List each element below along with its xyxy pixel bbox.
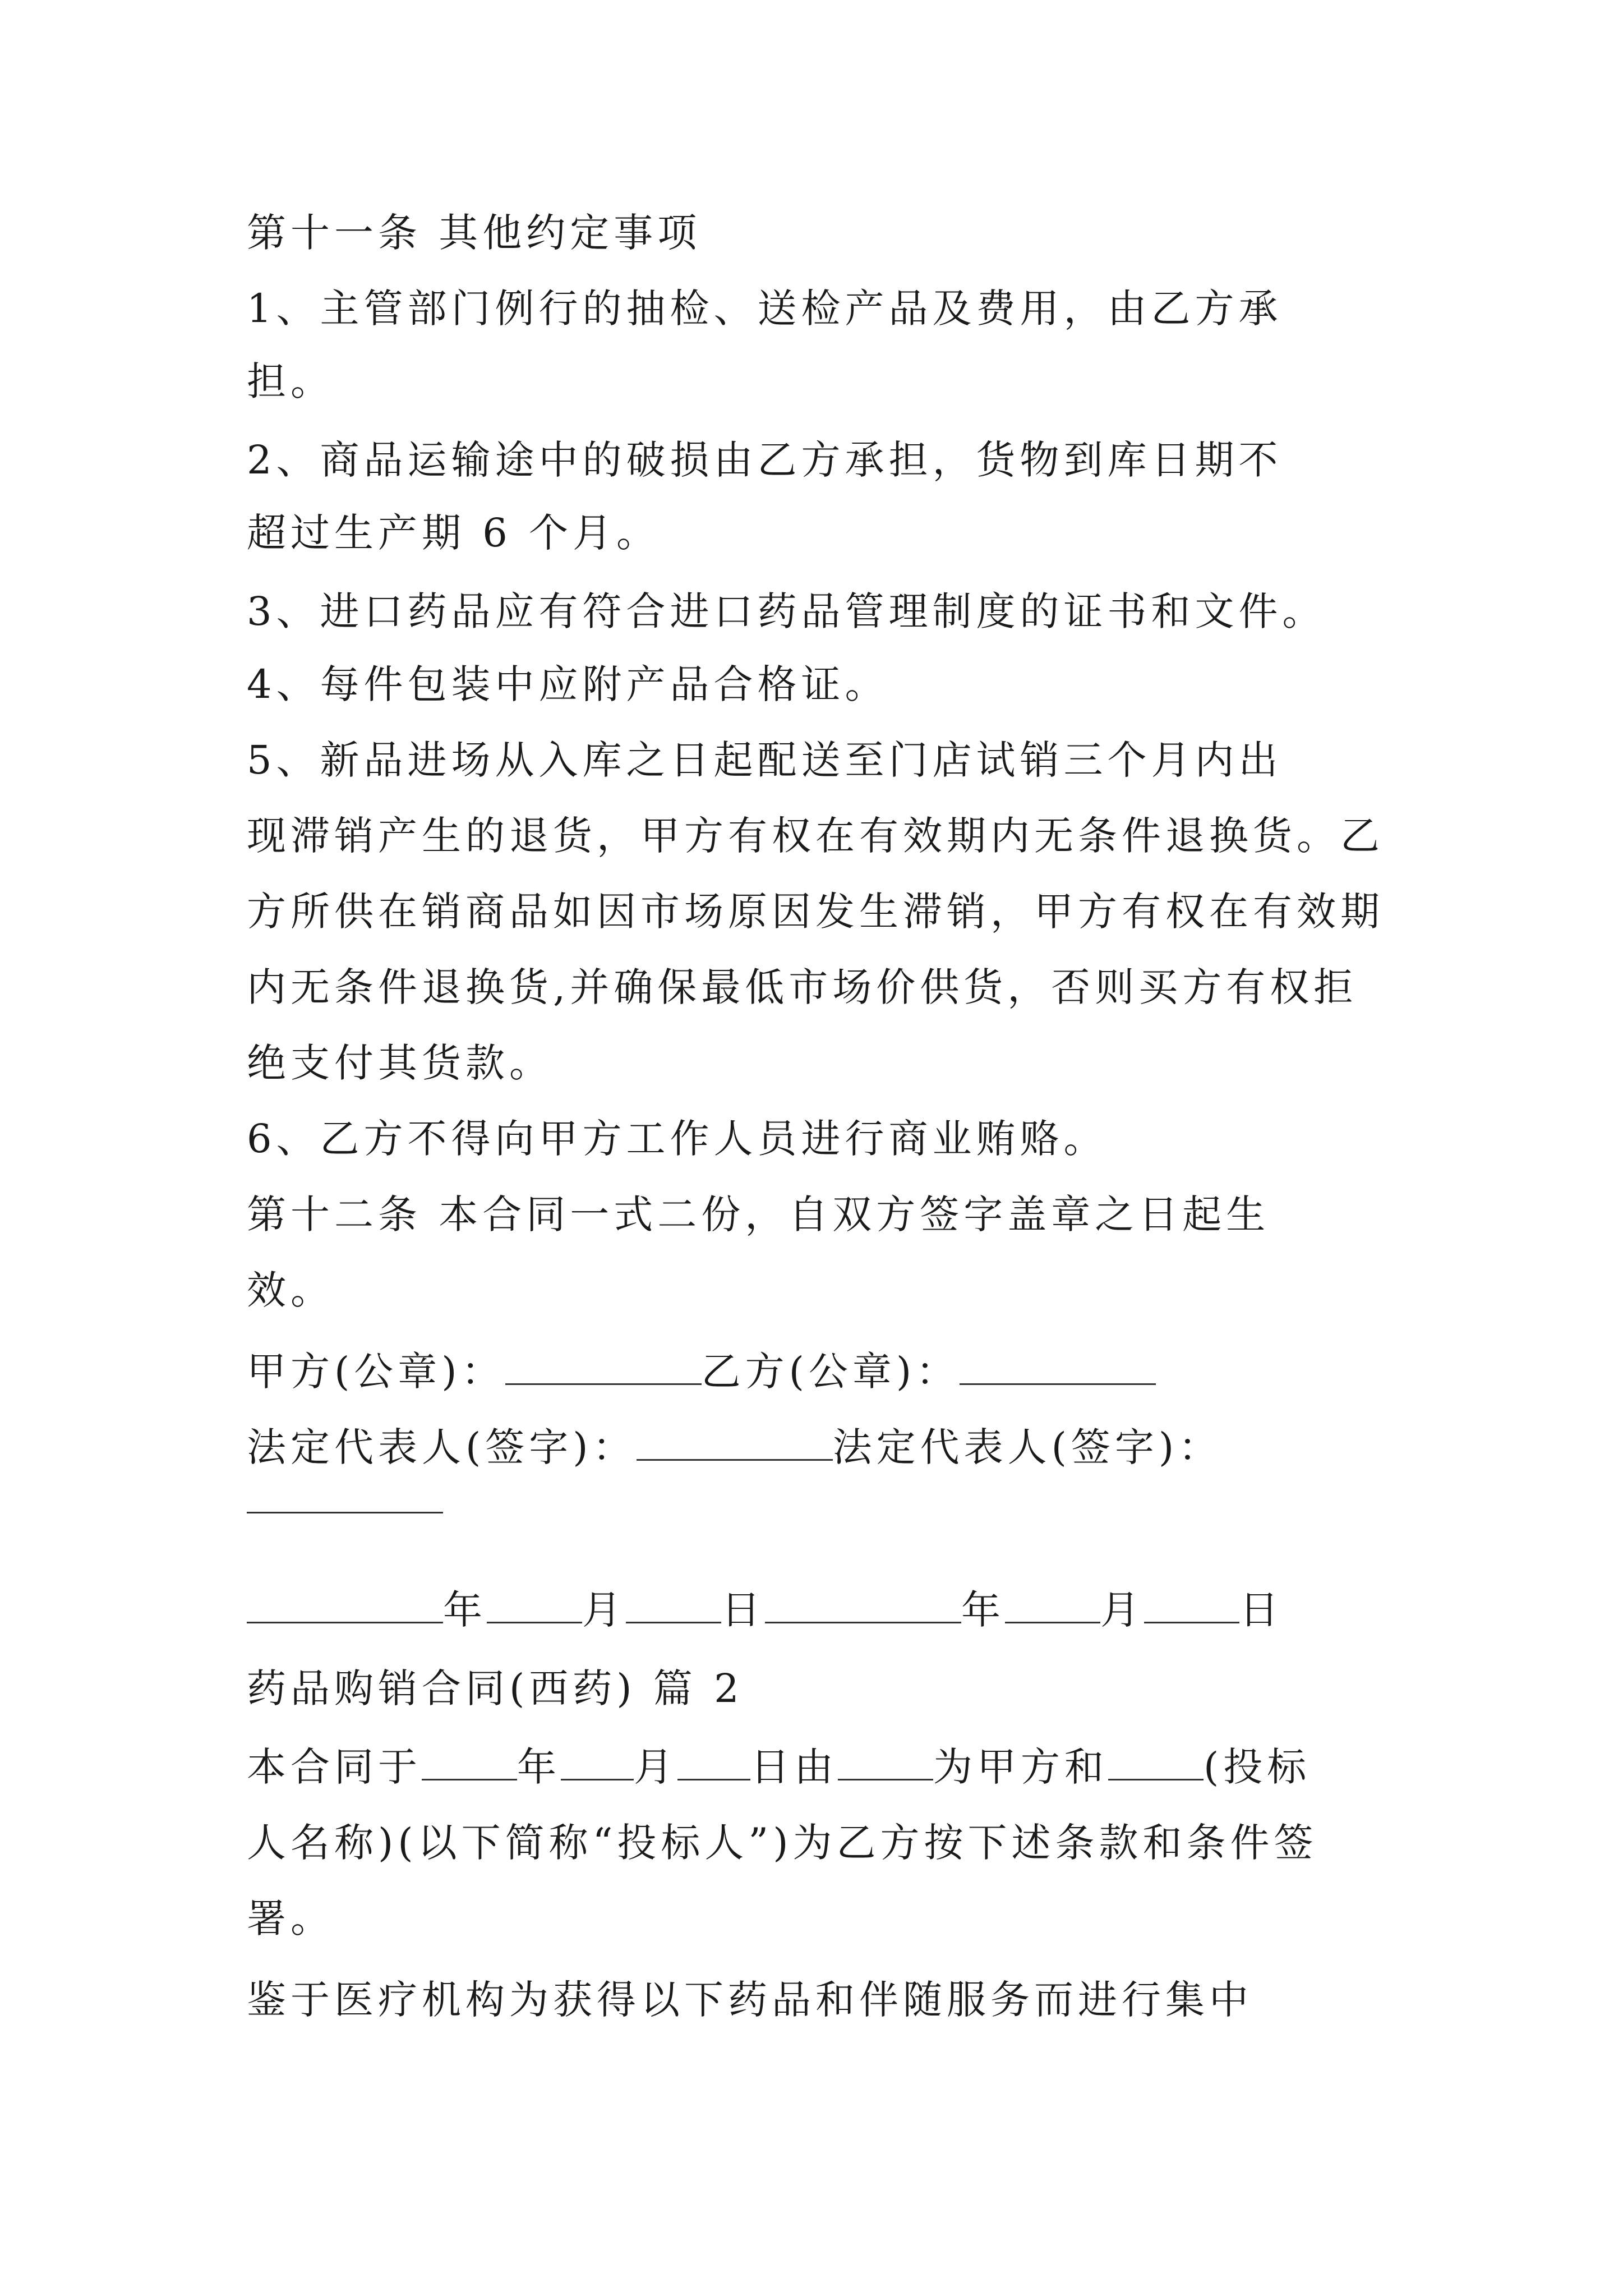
contract-2-next-paragraph: 鉴于医疗机构为获得以下药品和伴随服务而进行集中 <box>247 1977 1253 2023</box>
date-line <box>247 1571 1380 1649</box>
article-12-line-1: 第十二条 本合同一式二份，自双方签字盖章之日起生 <box>247 1191 1270 1237</box>
contract-2-intro-line-1 <box>247 1728 1380 1806</box>
article-11-item-5-cont-2: 方所供在销商品如因市场原因发生滞销，甲方有权在有效期 <box>247 889 1384 935</box>
article-12-line-2: 效。 <box>247 1267 334 1313</box>
article-11-item-4: 4、每件包装中应附产品合格证。 <box>247 661 889 707</box>
party-b-day-blank[interactable] <box>1144 1582 1239 1623</box>
party-b-month-label: 月 <box>1100 1587 1144 1633</box>
party-b-rep-label: 法定代表人(签字)： <box>832 1424 1223 1470</box>
intro-day-blank[interactable] <box>677 1740 750 1780</box>
intro-text-6: (投标 <box>1204 1744 1311 1790</box>
article-11-item-6: 6、乙方不得向甲方工作人员进行商业贿赂。 <box>247 1116 1108 1162</box>
party-b-day-label: 日 <box>1239 1587 1283 1633</box>
party-b-rep-blank[interactable] <box>247 1512 443 1513</box>
party-b-seal-label: 乙方(公章)： <box>701 1349 960 1395</box>
party-a-rep-label: 法定代表人(签字)： <box>247 1424 637 1470</box>
party-a-day-label: 日 <box>721 1587 765 1633</box>
party-a-month-label: 月 <box>582 1587 626 1633</box>
party-a-year-blank[interactable] <box>247 1582 443 1623</box>
party-a-month-blank[interactable] <box>487 1582 582 1623</box>
contract-2-intro-line-3: 署。 <box>247 1895 334 1941</box>
party-a-rep-blank[interactable] <box>637 1420 833 1461</box>
article-11-item-1-cont: 担。 <box>247 358 334 404</box>
party-a-year-label: 年 <box>443 1587 487 1633</box>
intro-text-3: 月 <box>634 1744 677 1790</box>
article-11-item-3: 3、进口药品应有符合进口药品管理制度的证书和文件。 <box>247 588 1326 634</box>
intro-party-a-blank[interactable] <box>838 1740 933 1780</box>
article-11-item-5: 5、新品进场从入库之日起配送至门店试销三个月内出 <box>247 737 1283 783</box>
article-11-item-5-cont-3: 内无条件退换货,并确保最低市场价供货，否则买方有权拒 <box>247 964 1358 1010</box>
intro-text-2: 年 <box>517 1744 561 1790</box>
intro-bidder-blank[interactable] <box>1108 1740 1204 1780</box>
intro-month-blank[interactable] <box>561 1740 634 1780</box>
party-a-seal-label: 甲方(公章)： <box>247 1349 505 1395</box>
article-11-item-1: 1、主管部门例行的抽检、送检产品及费用，由乙方承 <box>247 286 1283 332</box>
article-11-heading: 第十一条 其他约定事项 <box>247 210 702 256</box>
seal-line <box>247 1332 1380 1411</box>
contract-2-title: 药品购销合同(西药) 篇 2 <box>247 1665 744 1711</box>
representative-line <box>247 1408 1380 1487</box>
contract-2-intro-line-2: 人名称)(以下简称“投标人”)为乙方按下述条款和条件签 <box>247 1820 1318 1866</box>
party-b-month-blank[interactable] <box>1005 1582 1100 1623</box>
intro-text-1: 本合同于 <box>247 1744 422 1790</box>
intro-text-4: 日由 <box>750 1744 838 1790</box>
intro-year-blank[interactable] <box>422 1740 517 1780</box>
party-b-year-blank[interactable] <box>765 1582 961 1623</box>
article-11-item-2-cont: 超过生产期 6 个月。 <box>247 510 661 556</box>
party-a-day-blank[interactable] <box>626 1582 721 1623</box>
party-a-seal-blank[interactable] <box>505 1344 702 1385</box>
party-b-seal-blank[interactable] <box>960 1344 1156 1385</box>
article-11-item-2: 2、商品运输途中的破损由乙方承担，货物到库日期不 <box>247 437 1283 483</box>
intro-text-5: 为甲方和 <box>933 1744 1108 1790</box>
article-11-item-5-cont-1: 现滞销产生的退货，甲方有权在有效期内无条件退换货。乙 <box>247 813 1384 859</box>
article-11-item-5-cont-4: 绝支付其货款。 <box>247 1040 553 1086</box>
party-b-year-label: 年 <box>961 1587 1005 1633</box>
